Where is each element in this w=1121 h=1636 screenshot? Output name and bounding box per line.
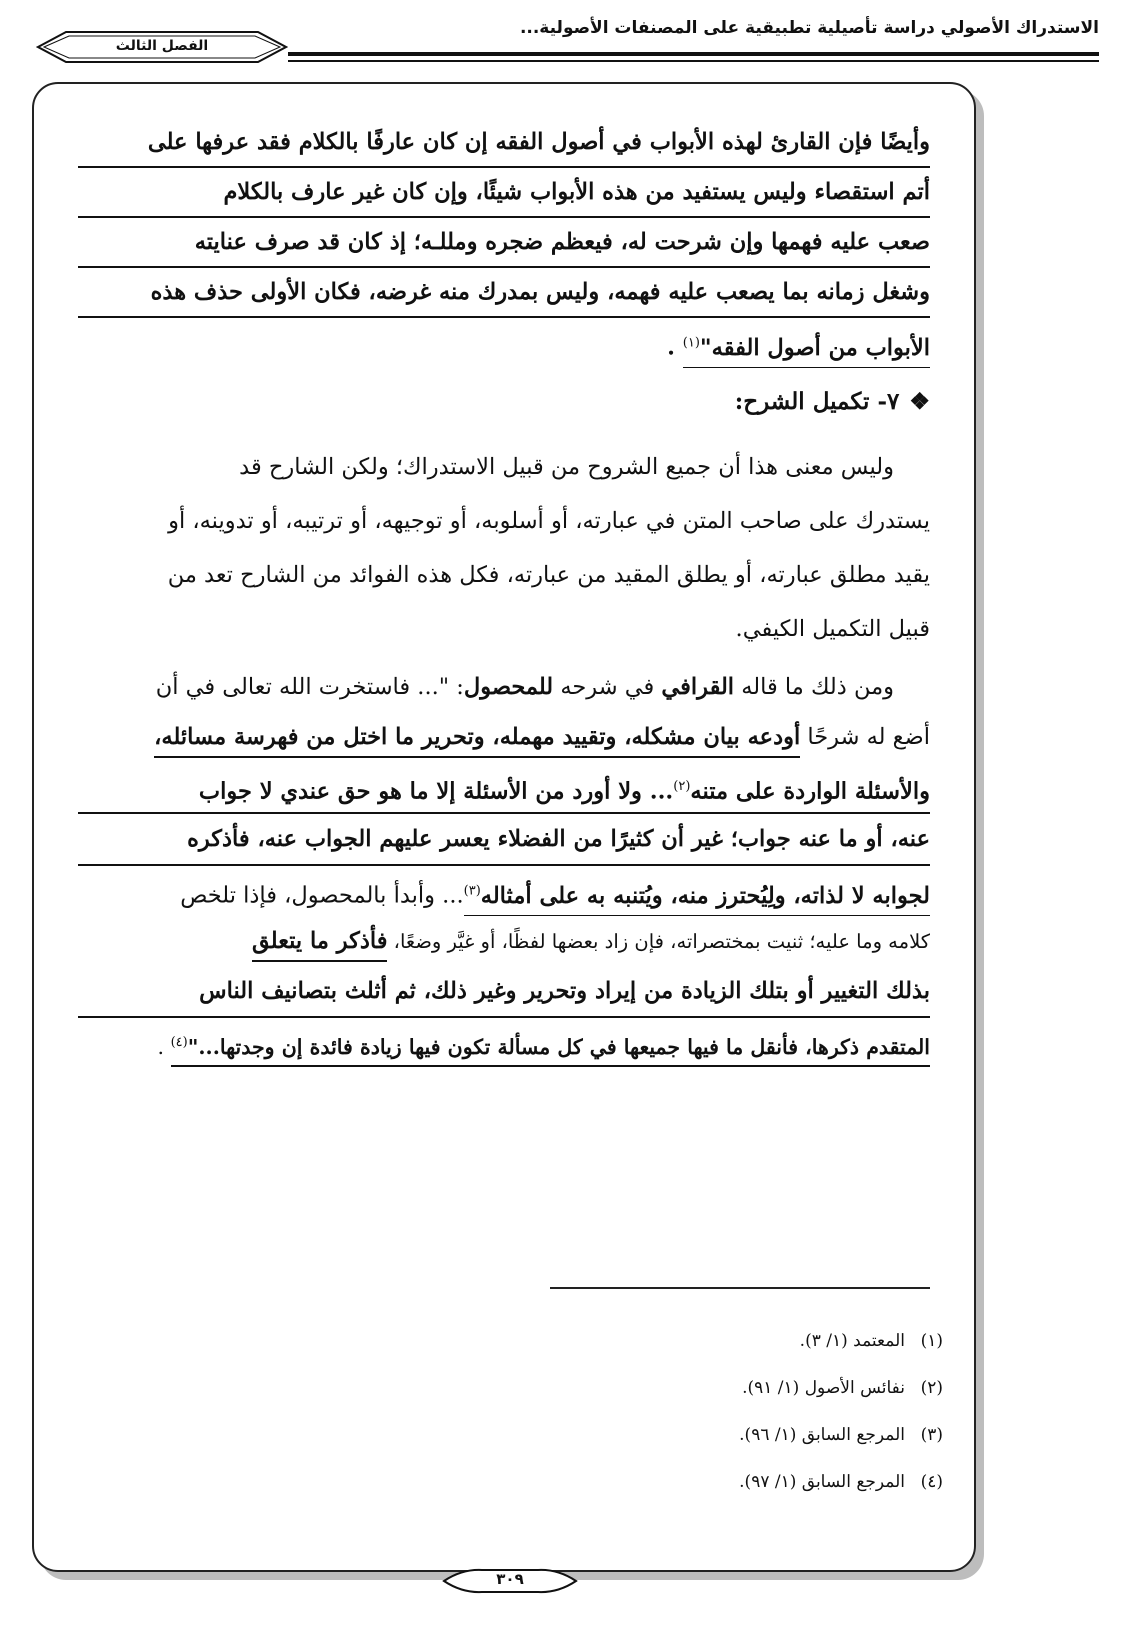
paragraph-3: [78, 662, 930, 1068]
text-run: كلامه وما عليه؛ ثنيت بمختصراته، فإن زاد بعضها لفظًا، أو غيَّر وضعًا،: [387, 930, 930, 953]
footnote-ref: (٤): [170, 1035, 188, 1050]
diamond-bullet-icon: ❖: [909, 388, 930, 415]
underlined-text: [683, 335, 930, 369]
underlined-text: فأذكر ما يتعلق: [252, 928, 387, 962]
header-rule-thin: [288, 60, 1099, 62]
footnote-text: المرجع السابق (١/ ٩٧).: [739, 1472, 905, 1492]
page-body: [78, 118, 930, 1068]
footnote-number: (١): [920, 1331, 943, 1351]
book-title: للمحصول: [463, 674, 554, 700]
footnote-text: المعتمد (١/ ٣).: [799, 1331, 905, 1351]
footnote-item: [443, 1318, 943, 1365]
footnote-item: [443, 1365, 943, 1412]
text-run: : "... فاستخرت الله تعالى في أن: [155, 674, 464, 700]
footnote-item: [443, 1412, 943, 1459]
text-run: الأبواب من أصول الفقه": [699, 334, 930, 361]
text-run: ... ولا أورد من الأسئلة إلا ما هو حق عندي لا جواب: [198, 778, 674, 805]
footnotes: [443, 1318, 943, 1506]
text-run: ... وأبدأ بالمحصول، فإذا تلخص: [180, 882, 464, 909]
page-number: ٣٠٩: [496, 1570, 524, 1588]
heading-text: ٧- تكميل الشرح:: [734, 388, 900, 415]
text-line: [78, 662, 930, 712]
text-run: ومن ذلك ما قاله: [734, 674, 894, 700]
text-line: بذلك التغيير أو بتلك الزيادة من إيراد وتحرير وغير ذلك، ثم أثلث بتصانيف الناس: [78, 966, 930, 1018]
footnote-separator: [550, 1287, 930, 1289]
text-run: لجوابه لا لذاته، ولِيُحترز منه، ويُتنبه به على أمثاله: [480, 882, 930, 909]
paragraph-1: [78, 118, 930, 368]
text-run: أضع له شرحًا: [800, 724, 930, 750]
footnote-ref: (١): [682, 335, 700, 350]
underlined-text: [171, 1035, 930, 1067]
text-line: [78, 1018, 930, 1068]
footnote-number: (٣): [920, 1425, 943, 1445]
text-run: في شرحه: [553, 674, 662, 700]
footnote-ref: (٢): [673, 779, 691, 794]
footnote-number: (٤): [920, 1472, 943, 1492]
section-heading: [78, 382, 930, 422]
footnote-ref: (٣): [463, 883, 481, 898]
text-line: صعب عليه فهمها وإن شرحت له، فيعظم ضجره ومللـه؛ إذ كان قد صرف عنايته: [78, 218, 930, 268]
text-run: .: [157, 1034, 165, 1059]
text-line: وأيضًا فإن القارئ لهذه الأبواب في أصول الفقه إن كان عارفًا بالكلام فقد عرفها على: [78, 118, 930, 168]
author-name: القرافي: [661, 674, 735, 700]
text-line: [78, 866, 930, 916]
chapter-label: الفصل الثالث: [115, 38, 209, 54]
text-line: أتم استقصاء وليس يستفيد من هذه الأبواب شيئًا، وإن كان غير عارف بالكلام: [78, 168, 930, 218]
text-line: [78, 916, 930, 966]
paragraph-2: [78, 440, 930, 656]
text-line: وليس معنى هذا أن جميع الشروح من قبيل الاستدراك؛ ولكن الشارح قد: [239, 454, 894, 480]
text-line: وشغل زمانه بما يصعب عليه فهمه، وليس بمدرك منه غرضه، فكان الأولى حذف هذه: [78, 268, 930, 318]
text-line: يستدرك على صاحب المتن في عبارته، أو أسلوبه، أو توجيهه، أو ترتيبه، أو تدوينه، أو: [168, 508, 930, 534]
text-run: .: [667, 334, 675, 361]
underlined-text: أودعه بيان مشكله، وتقييد مهمله، وتحرير ما اختل من فهرسة مسائله،: [154, 724, 800, 758]
text-line: يقيد مطلق عبارته، أو يطلق المقيد من عبارته، فكل هذه الفوائد من الشارح تعد من: [167, 562, 930, 588]
underlined-text: [464, 883, 930, 917]
text-run: والأسئلة الواردة على متنه: [690, 778, 930, 805]
text-line: [78, 762, 930, 814]
running-title: الاستدراك الأصولي دراسة تأصيلية تطبيقية على المصنفات الأصولية...: [519, 18, 1099, 38]
text-line: [78, 318, 930, 368]
footnote-text: المرجع السابق (١/ ٩٦).: [739, 1425, 905, 1445]
text-run: المتقدم ذكرها، فأنقل ما فيها جميعها في كل مسألة تكون فيها زيادة فائدة إن وجدتها...": [187, 1034, 930, 1059]
text-line: قبيل التكميل الكيفي.: [735, 616, 930, 642]
chapter-tab: [36, 30, 288, 64]
text-line: [78, 712, 930, 762]
text-line: عنه، أو ما عنه جواب؛ غير أن كثيرًا من الفضلاء يعسر عليهم الجواب عنه، فأذكره: [78, 814, 930, 866]
footnote-number: (٢): [920, 1378, 943, 1398]
page-number-tab: [442, 1568, 578, 1594]
footnote-item: [443, 1459, 943, 1506]
header-rule: [288, 52, 1099, 56]
footnote-text: نفائس الأصول (١/ ٩١).: [742, 1378, 905, 1398]
